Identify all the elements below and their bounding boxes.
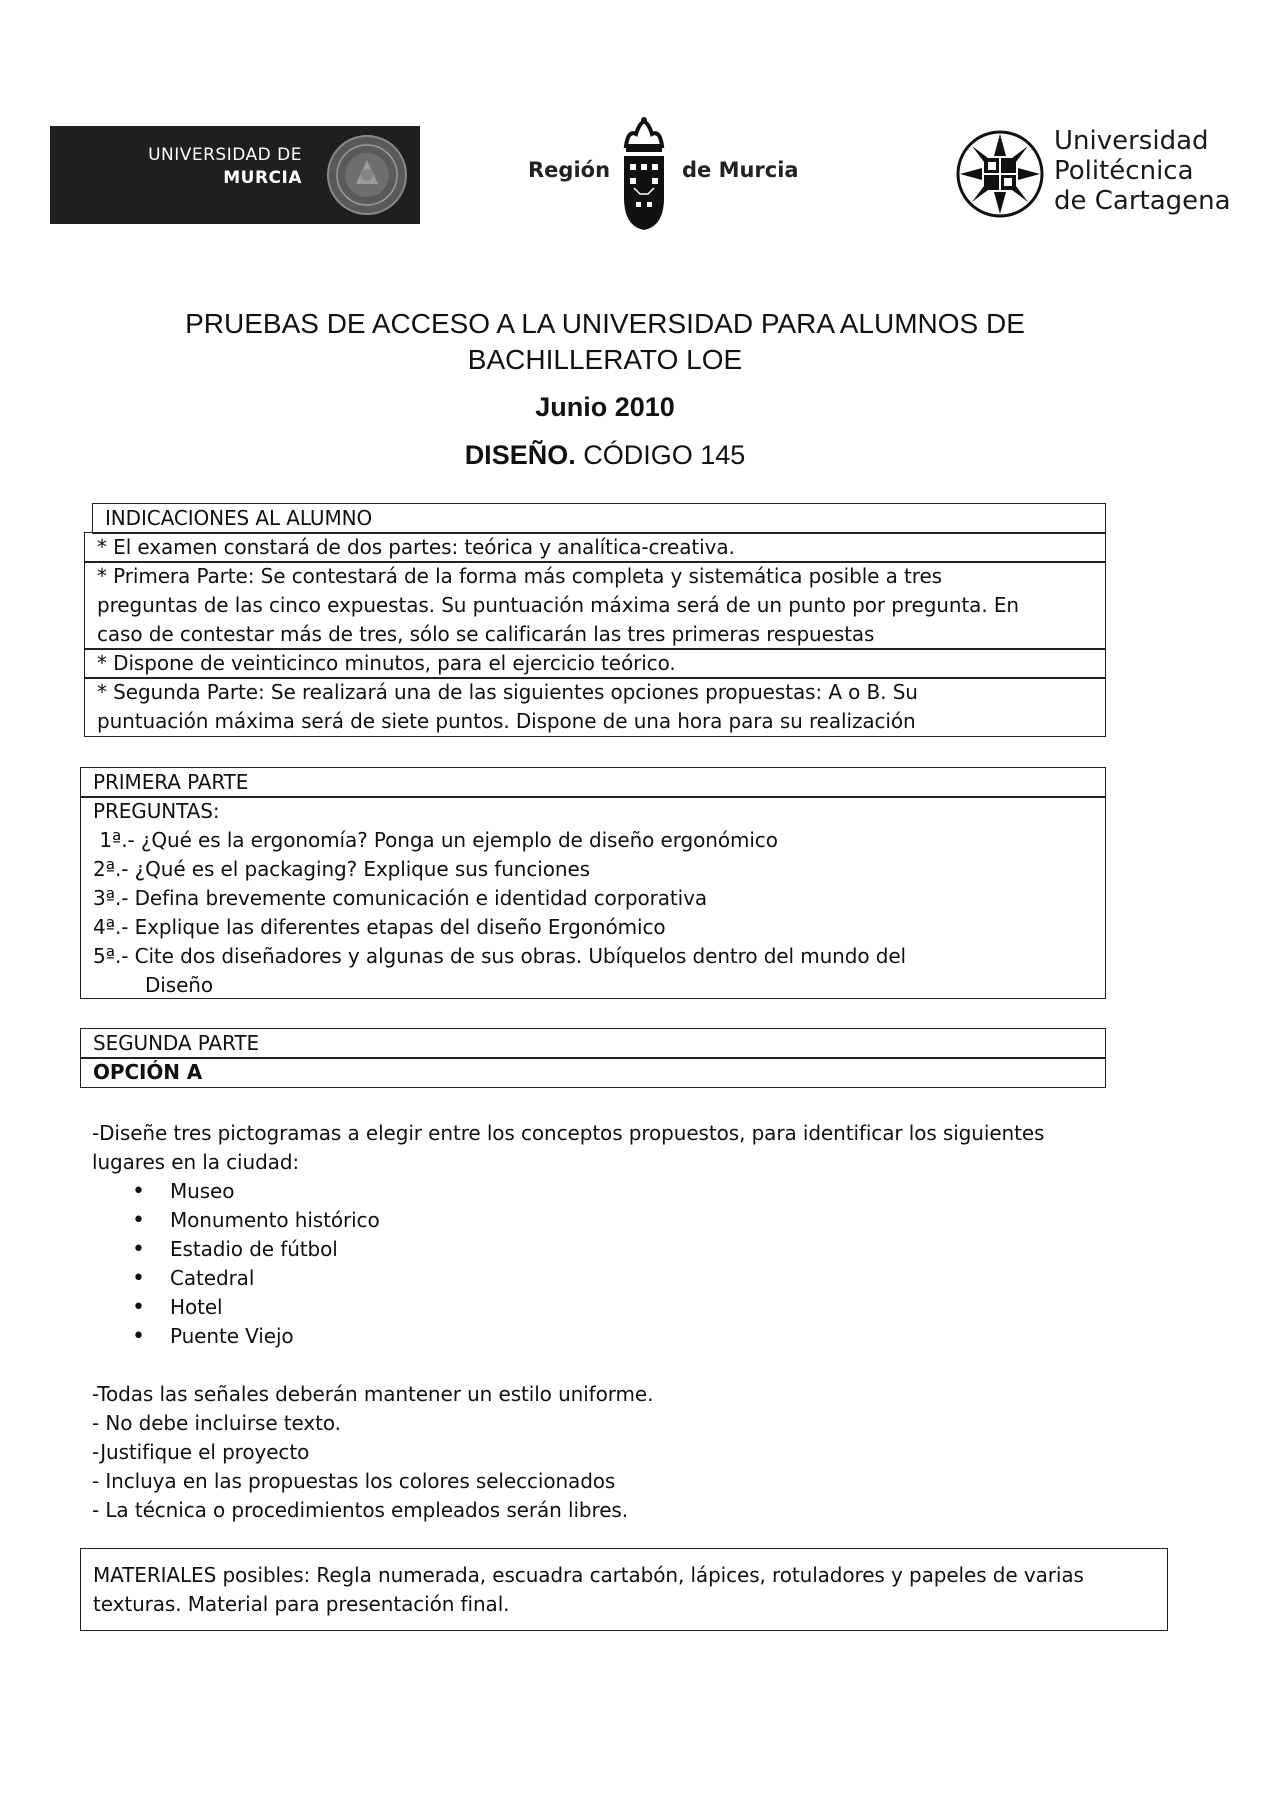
place-item: • Hotel bbox=[170, 1293, 770, 1322]
indicaciones-item-2-line3: caso de contestar más de tres, sólo se calificarán las tres primeras respuestas bbox=[97, 622, 875, 646]
materiales-line1: MATERIALES posibles: Regla numerada, escuadra cartabón, lápices, rotuladores y papeles de varias bbox=[93, 1563, 1084, 1587]
region-shield-icon bbox=[614, 116, 674, 232]
segunda-parte-rules bbox=[92, 1380, 1132, 1525]
preguntas-label: PREGUNTAS: bbox=[93, 799, 220, 823]
materiales-box bbox=[80, 1548, 1168, 1631]
rule-item: - Incluya en las propuestas los colores seleccionados bbox=[92, 1469, 616, 1493]
indicaciones-item-4 bbox=[84, 677, 1106, 737]
indicaciones-item-3: * Dispone de veinticinco minutos, para el ejercicio teórico. bbox=[84, 648, 1106, 679]
indicaciones-item-4-line1: * Segunda Parte: Se realizará una de las siguientes opciones propuestas: A o B. Su bbox=[97, 680, 918, 704]
option-a-heading: OPCIÓN A bbox=[80, 1057, 1106, 1088]
primera-parte-heading: PRIMERA PARTE bbox=[80, 767, 1106, 798]
exam-date: Junio 2010 bbox=[535, 392, 675, 422]
intro-line1: -Diseñe tres pictogramas a elegir entre los conceptos propuestos, para identificar los siguientes bbox=[92, 1121, 1045, 1145]
place-item: • Estadio de fútbol bbox=[170, 1235, 770, 1264]
indicaciones-item-4-line2: puntuación máxima será de siete puntos. Dispone de una hora para su realización bbox=[97, 709, 916, 733]
subject-code: CÓDIGO 145 bbox=[583, 440, 746, 470]
region-de-murcia-logo bbox=[522, 116, 802, 234]
indicaciones-item-2-line2: preguntas de las cinco expuestas. Su puntuación máxima será de un punto por pregunta. En bbox=[97, 593, 1019, 617]
question-5: 5ª.- Cite dos diseñadores y algunas de sus obras. Ubíquelos dentro del mundo del bbox=[93, 944, 907, 968]
rule-item: -Justifique el proyecto bbox=[92, 1440, 310, 1464]
places-list bbox=[170, 1177, 770, 1351]
segunda-parte-intro bbox=[92, 1119, 1132, 1177]
rm-logo-left-text: Región bbox=[528, 158, 611, 182]
materiales-line2: texturas. Material para presentación final. bbox=[93, 1592, 510, 1616]
question-1: 1ª.- ¿Qué es la ergonomía? Ponga un ejemplo de diseño ergonómico bbox=[93, 828, 778, 852]
universidad-de-murcia-logo bbox=[50, 126, 420, 224]
upct-logo-line2: Politécnica bbox=[1054, 156, 1194, 186]
um-seal-icon bbox=[326, 134, 408, 216]
rm-logo-right-text: de Murcia bbox=[682, 158, 799, 182]
exam-title-line1: PRUEBAS DE ACCESO A LA UNIVERSIDAD PARA ALUMNOS DE bbox=[185, 308, 1025, 339]
question-3: 3ª.- Defina brevemente comunicación e identidad corporativa bbox=[93, 886, 708, 910]
subject-name: DISEÑO. bbox=[464, 440, 576, 470]
upct-logo-line3: de Cartagena bbox=[1054, 186, 1231, 216]
indicaciones-item-1: * El examen constará de dos partes: teórica y analítica-creativa. bbox=[84, 532, 1106, 563]
universidad-politecnica-cartagena-logo bbox=[954, 126, 1244, 226]
question-4: 4ª.- Explique las diferentes etapas del diseño Ergonómico bbox=[93, 915, 666, 939]
um-logo-line1: UNIVERSIDAD DE bbox=[148, 145, 302, 165]
place-item: • Catedral bbox=[170, 1264, 770, 1293]
place-item: • Museo bbox=[170, 1177, 770, 1206]
indicaciones-heading: INDICACIONES AL ALUMNO bbox=[92, 503, 1106, 534]
indicaciones-item-2-line1: * Primera Parte: Se contestará de la forma más completa y sistemática posible a tres bbox=[97, 564, 942, 588]
intro-line2: lugares en la ciudad: bbox=[92, 1150, 300, 1174]
upct-logo-line1: Universidad bbox=[1054, 126, 1209, 156]
exam-title-line2: BACHILLERATO LOE bbox=[467, 344, 743, 375]
upct-emblem-icon bbox=[954, 128, 1046, 220]
primera-parte-questions bbox=[80, 796, 1106, 999]
place-item: • Puente Viejo bbox=[170, 1322, 770, 1351]
um-logo-line2: MURCIA bbox=[223, 168, 302, 188]
question-2: 2ª.- ¿Qué es el packaging? Explique sus funciones bbox=[93, 857, 590, 881]
rule-item: -Todas las señales deberán mantener un estilo uniforme. bbox=[92, 1382, 654, 1406]
rule-item: - La técnica o procedimientos empleados serán libres. bbox=[92, 1498, 628, 1522]
indicaciones-item-2 bbox=[84, 561, 1106, 650]
question-5-continuation: Diseño bbox=[145, 973, 213, 997]
exam-subject bbox=[60, 440, 1150, 471]
place-item: • Monumento histórico bbox=[170, 1206, 770, 1235]
segunda-parte-heading: SEGUNDA PARTE bbox=[80, 1028, 1106, 1059]
rule-item: - No debe incluirse texto. bbox=[92, 1411, 341, 1435]
